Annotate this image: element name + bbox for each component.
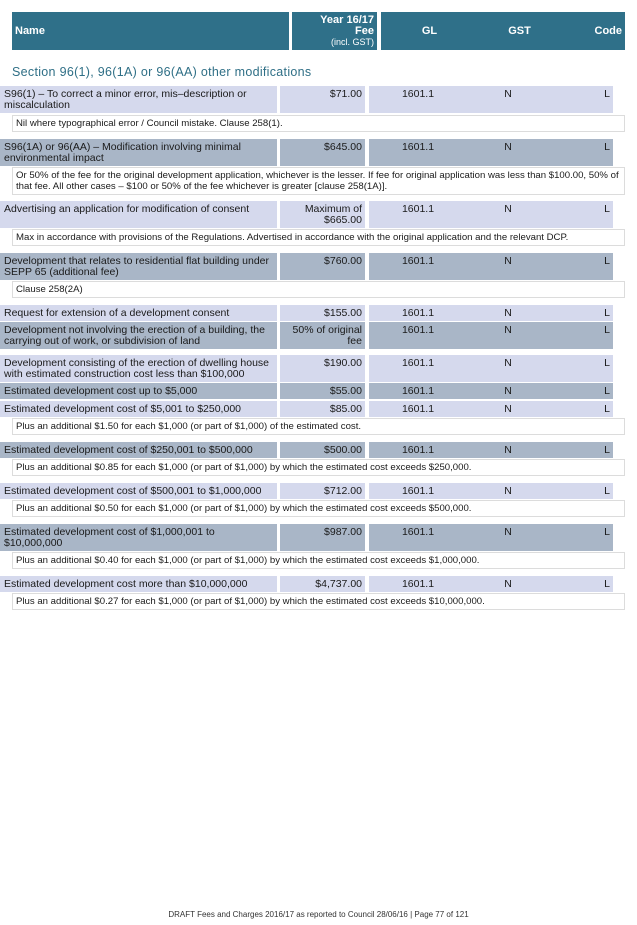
row-codes [369, 442, 613, 458]
row-note: Plus an additional $1.50 for each $1,000 (or part of $1,000) of the estimated cost. [12, 418, 625, 435]
table-row [0, 201, 613, 228]
row-gst: N [504, 444, 512, 456]
table-header [12, 12, 625, 50]
row-name: Estimated development cost of $5,001 to $250,000 [0, 401, 277, 417]
row-gst: N [504, 255, 512, 267]
row-name: Estimated development cost more than $10,000,000 [0, 576, 277, 592]
row-gl: 1601.1 [401, 203, 435, 215]
table-row [0, 253, 613, 280]
row-gst: N [504, 88, 512, 100]
row-codes [369, 576, 613, 592]
row-code: L [604, 485, 610, 497]
row-note: Plus an additional $0.40 for each $1,000 (or part of $1,000) by which the estimated cost exceeds $1,000,000. [12, 552, 625, 569]
row-gst: N [504, 357, 512, 369]
row-code: L [604, 255, 610, 267]
row-fee: 50% of original fee [280, 322, 365, 349]
row-gst: N [504, 485, 512, 497]
row-fee: $4,737.00 [280, 576, 365, 592]
row-fee: $760.00 [280, 253, 365, 280]
row-codes [369, 355, 613, 382]
header-codes [381, 12, 625, 50]
row-codes [369, 383, 613, 399]
row-fee: $500.00 [280, 442, 365, 458]
row-code: L [604, 578, 610, 590]
row-gst: N [504, 578, 512, 590]
row-fee: $712.00 [280, 483, 365, 499]
row-name: Estimated development cost of $1,000,001 to $10,000,000 [0, 524, 277, 551]
row-name: Request for extension of a development consent [0, 305, 277, 321]
row-code: L [604, 357, 610, 369]
row-codes [369, 201, 613, 228]
row-name: Estimated development cost of $500,001 to $1,000,000 [0, 483, 277, 499]
table-row [0, 322, 613, 349]
row-name: Development not involving the erection of a building, the carrying out of work, or subdivision of land [0, 322, 277, 349]
row-note: Clause 258(2A) [12, 281, 625, 298]
row-gl: 1601.1 [401, 526, 435, 538]
row-fee: $987.00 [280, 524, 365, 551]
row-fee: $71.00 [280, 86, 365, 113]
row-codes [369, 253, 613, 280]
row-gl: 1601.1 [401, 141, 435, 153]
row-gl: 1601.1 [401, 485, 435, 497]
row-gl: 1601.1 [401, 255, 435, 267]
header-fee-gst-note: (incl. GST) [330, 37, 374, 47]
table-row [0, 483, 613, 499]
row-note: Nil where typographical error / Council mistake. Clause 258(1). [12, 115, 625, 132]
row-fee: $55.00 [280, 383, 365, 399]
row-name: Estimated development cost up to $5,000 [0, 383, 277, 399]
row-name: Development that relates to residential flat building under SEPP 65 (additional fee) [0, 253, 277, 280]
row-codes [369, 401, 613, 417]
row-gst: N [504, 324, 512, 336]
row-note: Plus an additional $0.85 for each $1,000 (or part of $1,000) by which the estimated cost exceeds $250,000. [12, 459, 625, 476]
header-fee-year: Year 16/17 [320, 14, 374, 26]
table-row [0, 576, 613, 592]
row-fee: $645.00 [280, 139, 365, 166]
row-gst: N [504, 526, 512, 538]
table-row [0, 383, 613, 399]
header-fee-label: Fee [355, 25, 374, 37]
row-gst: N [504, 385, 512, 397]
row-codes [369, 483, 613, 499]
row-note: Max in accordance with provisions of the Regulations. Advertised in accordance with the original application and the relevant DCP. [12, 229, 625, 246]
header-fee [292, 12, 377, 50]
row-code: L [604, 141, 610, 153]
row-gst: N [504, 203, 512, 215]
table-row [0, 139, 613, 166]
table-row [0, 355, 613, 382]
row-code: L [604, 324, 610, 336]
row-gl: 1601.1 [401, 357, 435, 369]
row-gst: N [504, 307, 512, 319]
header-gst: GST [508, 25, 531, 37]
table-row [0, 442, 613, 458]
row-code: L [604, 203, 610, 215]
table-row [0, 401, 613, 417]
header-name: Name [12, 12, 289, 50]
table-row [0, 305, 613, 321]
row-fee: $85.00 [280, 401, 365, 417]
row-fee: $155.00 [280, 305, 365, 321]
row-fee: Maximum of $665.00 [280, 201, 365, 228]
row-codes [369, 139, 613, 166]
row-note: Plus an additional $0.50 for each $1,000 (or part of $1,000) by which the estimated cost exceeds $500,000. [12, 500, 625, 517]
row-gl: 1601.1 [401, 403, 435, 415]
row-codes [369, 322, 613, 349]
row-gl: 1601.1 [401, 324, 435, 336]
row-gl: 1601.1 [401, 385, 435, 397]
row-name: Development consisting of the erection of dwelling house with estimated construction cost less than $100,000 [0, 355, 277, 382]
row-codes [369, 305, 613, 321]
row-gl: 1601.1 [401, 578, 435, 590]
row-gl: 1601.1 [401, 88, 435, 100]
row-code: L [604, 307, 610, 319]
row-code: L [604, 526, 610, 538]
row-note: Plus an additional $0.27 for each $1,000 (or part of $1,000) by which the estimated cost exceeds $10,000,000. [12, 593, 625, 610]
row-gst: N [504, 141, 512, 153]
row-gl: 1601.1 [401, 444, 435, 456]
header-gl: GL [421, 25, 438, 37]
row-note: Or 50% of the fee for the original development application, whichever is the lesser. If fee for original application was less than $100.00, 50% of that fee. All other cases – $100 or 50% of the fee whichever is greater [clause 258(1A)]. [12, 167, 625, 195]
section-title: Section 96(1), 96(1A) or 96(AA) other modifications [12, 65, 312, 79]
page-footer: DRAFT Fees and Charges 2016/17 as reported to Council 28/06/16 | Page 77 of 121 [168, 910, 469, 919]
row-gst: N [504, 403, 512, 415]
row-codes [369, 86, 613, 113]
row-code: L [604, 444, 610, 456]
header-code: Code [594, 25, 622, 37]
row-code: L [604, 385, 610, 397]
row-name: Estimated development cost of $250,001 to $500,000 [0, 442, 277, 458]
table-row [0, 524, 613, 551]
row-gl: 1601.1 [401, 307, 435, 319]
row-name: S96(1A) or 96(AA) – Modification involving minimal environmental impact [0, 139, 277, 166]
row-codes [369, 524, 613, 551]
row-name: S96(1) – To correct a minor error, mis–description or miscalculation [0, 86, 277, 113]
row-fee: $190.00 [280, 355, 365, 382]
row-name: Advertising an application for modification of consent [0, 201, 277, 228]
row-code: L [604, 403, 610, 415]
row-code: L [604, 88, 610, 100]
table-row [0, 86, 613, 113]
